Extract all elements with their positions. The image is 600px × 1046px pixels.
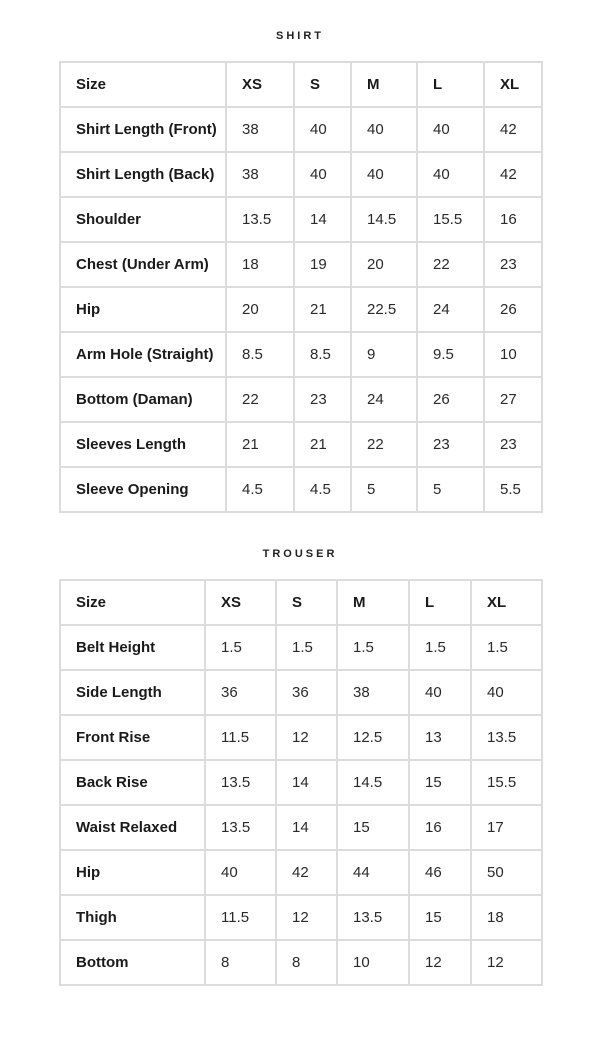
table-cell: 1.5 xyxy=(205,625,276,670)
table-cell: 17 xyxy=(471,805,542,850)
row-label: Shoulder xyxy=(60,197,226,242)
table-cell: 9.5 xyxy=(417,332,484,377)
table-cell: 42 xyxy=(484,152,542,197)
table-row xyxy=(60,805,542,850)
table-cell: 8.5 xyxy=(226,332,294,377)
row-label: Belt Height xyxy=(60,625,205,670)
table-cell: 1.5 xyxy=(337,625,409,670)
table-cell: 20 xyxy=(351,242,417,287)
table-cell: 13.5 xyxy=(471,715,542,760)
table-cell: 15 xyxy=(337,805,409,850)
table-cell: 38 xyxy=(226,152,294,197)
table-cell: 5.5 xyxy=(484,467,542,512)
table-cell: 26 xyxy=(417,377,484,422)
table-cell: 36 xyxy=(276,670,337,715)
table-cell: 15.5 xyxy=(417,197,484,242)
column-header: L xyxy=(409,580,471,625)
trouser-size-table xyxy=(59,579,543,986)
table-cell: 13.5 xyxy=(226,197,294,242)
table-row xyxy=(60,895,542,940)
table-cell: 21 xyxy=(294,287,351,332)
table-cell: 18 xyxy=(226,242,294,287)
row-label: Shirt Length (Front) xyxy=(60,107,226,152)
table-cell: 26 xyxy=(484,287,542,332)
table-cell: 12.5 xyxy=(337,715,409,760)
table-cell: 15.5 xyxy=(471,760,542,805)
table-cell: 22 xyxy=(417,242,484,287)
column-header: M xyxy=(351,62,417,107)
table-row xyxy=(60,332,542,377)
table-row xyxy=(60,715,542,760)
row-label: Thigh xyxy=(60,895,205,940)
table-cell: 1.5 xyxy=(276,625,337,670)
table-cell: 40 xyxy=(351,152,417,197)
table-row xyxy=(60,197,542,242)
table-cell: 50 xyxy=(471,850,542,895)
table-header-row xyxy=(60,580,542,625)
row-label: Bottom (Daman) xyxy=(60,377,226,422)
table-cell: 16 xyxy=(409,805,471,850)
column-header: XS xyxy=(226,62,294,107)
column-header: L xyxy=(417,62,484,107)
table-cell: 40 xyxy=(351,107,417,152)
table-cell: 22.5 xyxy=(351,287,417,332)
table-cell: 40 xyxy=(417,107,484,152)
table-row xyxy=(60,287,542,332)
table-cell: 22 xyxy=(226,377,294,422)
table-cell: 14 xyxy=(276,760,337,805)
table-cell: 14 xyxy=(276,805,337,850)
table-cell: 23 xyxy=(294,377,351,422)
table-cell: 15 xyxy=(409,760,471,805)
table-cell: 8.5 xyxy=(294,332,351,377)
table-cell: 4.5 xyxy=(226,467,294,512)
table-row xyxy=(60,422,542,467)
column-header: S xyxy=(276,580,337,625)
table-cell: 12 xyxy=(409,940,471,985)
table-header-row xyxy=(60,62,542,107)
table-cell: 8 xyxy=(205,940,276,985)
column-header: XL xyxy=(484,62,542,107)
table-cell: 40 xyxy=(409,670,471,715)
table-cell: 42 xyxy=(484,107,542,152)
column-header: Size xyxy=(60,62,226,107)
table-cell: 46 xyxy=(409,850,471,895)
table-cell: 13.5 xyxy=(205,805,276,850)
table-cell: 1.5 xyxy=(409,625,471,670)
table-cell: 14.5 xyxy=(337,760,409,805)
table-cell: 42 xyxy=(276,850,337,895)
table-cell: 24 xyxy=(351,377,417,422)
table-cell: 36 xyxy=(205,670,276,715)
table-cell: 13 xyxy=(409,715,471,760)
table-cell: 21 xyxy=(294,422,351,467)
table-cell: 40 xyxy=(471,670,542,715)
column-header: M xyxy=(337,580,409,625)
table-cell: 12 xyxy=(276,895,337,940)
table-cell: 23 xyxy=(484,242,542,287)
table-cell: 1.5 xyxy=(471,625,542,670)
table-cell: 44 xyxy=(337,850,409,895)
row-label: Front Rise xyxy=(60,715,205,760)
table-cell: 40 xyxy=(417,152,484,197)
table-cell: 22 xyxy=(351,422,417,467)
column-header: S xyxy=(294,62,351,107)
column-header: Size xyxy=(60,580,205,625)
row-label: Waist Relaxed xyxy=(60,805,205,850)
table-cell: 10 xyxy=(337,940,409,985)
table-cell: 21 xyxy=(226,422,294,467)
table-row xyxy=(60,670,542,715)
table-cell: 5 xyxy=(417,467,484,512)
row-label: Chest (Under Arm) xyxy=(60,242,226,287)
table-cell: 14 xyxy=(294,197,351,242)
row-label: Bottom xyxy=(60,940,205,985)
table-cell: 14.5 xyxy=(351,197,417,242)
table-row xyxy=(60,152,542,197)
table-row xyxy=(60,377,542,422)
table-cell: 11.5 xyxy=(205,715,276,760)
row-label: Hip xyxy=(60,850,205,895)
table-cell: 27 xyxy=(484,377,542,422)
table-cell: 13.5 xyxy=(337,895,409,940)
row-label: Side Length xyxy=(60,670,205,715)
table-cell: 23 xyxy=(417,422,484,467)
table-cell: 12 xyxy=(276,715,337,760)
table-cell: 38 xyxy=(337,670,409,715)
table-cell: 9 xyxy=(351,332,417,377)
row-label: Sleeve Opening xyxy=(60,467,226,512)
row-label: Sleeves Length xyxy=(60,422,226,467)
shirt-size-table xyxy=(59,61,543,513)
row-label: Shirt Length (Back) xyxy=(60,152,226,197)
table-cell: 18 xyxy=(471,895,542,940)
row-label: Hip xyxy=(60,287,226,332)
row-label: Back Rise xyxy=(60,760,205,805)
table-row xyxy=(60,242,542,287)
table-cell: 24 xyxy=(417,287,484,332)
table-cell: 13.5 xyxy=(205,760,276,805)
table-row xyxy=(60,107,542,152)
table-cell: 40 xyxy=(294,107,351,152)
table-cell: 40 xyxy=(205,850,276,895)
table-cell: 15 xyxy=(409,895,471,940)
table-cell: 38 xyxy=(226,107,294,152)
table-cell: 40 xyxy=(294,152,351,197)
trouser-section-title: TROUSER xyxy=(262,548,338,560)
table-row xyxy=(60,850,542,895)
table-cell: 8 xyxy=(276,940,337,985)
table-cell: 16 xyxy=(484,197,542,242)
table-row xyxy=(60,467,542,512)
table-cell: 19 xyxy=(294,242,351,287)
table-row xyxy=(60,940,542,985)
column-header: XS xyxy=(205,580,276,625)
table-row xyxy=(60,625,542,670)
table-cell: 12 xyxy=(471,940,542,985)
row-label: Arm Hole (Straight) xyxy=(60,332,226,377)
table-cell: 20 xyxy=(226,287,294,332)
table-cell: 23 xyxy=(484,422,542,467)
shirt-section-title: SHIRT xyxy=(276,30,324,42)
table-row xyxy=(60,760,542,805)
column-header: XL xyxy=(471,580,542,625)
table-cell: 11.5 xyxy=(205,895,276,940)
table-cell: 5 xyxy=(351,467,417,512)
table-cell: 4.5 xyxy=(294,467,351,512)
table-cell: 10 xyxy=(484,332,542,377)
